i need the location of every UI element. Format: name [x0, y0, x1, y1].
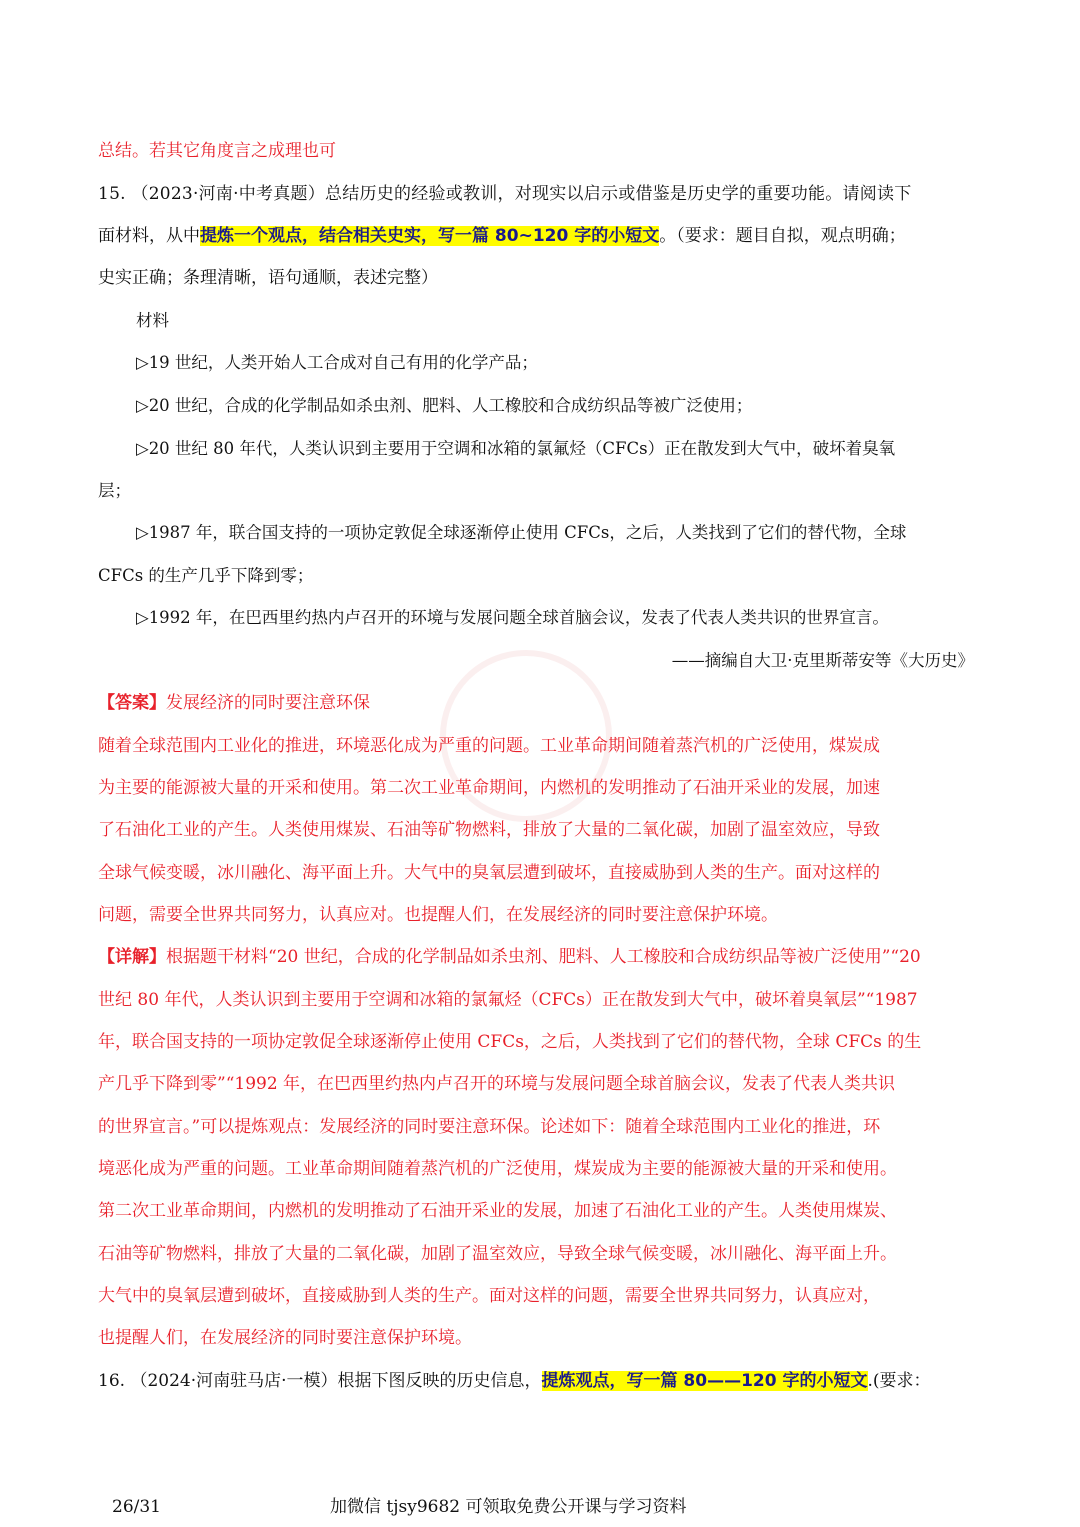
q15-line2: 面材料，从中提炼一个观点，结合相关史实，写一篇 80~120 字的小短文。（要求：题目自拟，观点明确； [98, 226, 906, 246]
answer-body-5: 问题，需要全世界共同努力，认真应对。也提醒人们，在发展经济的同时要注意保护环境。 [98, 905, 778, 925]
q15-line3: 史实正确；条理清晰，语句通顺，表述完整） [98, 268, 438, 288]
prev-answer-tail: 总结。若其它角度言之成理也可 [98, 141, 336, 161]
material-label: 材料 [136, 311, 169, 330]
explain-line-1: 【详解】根据题干材料“20 世纪，合成的化学制品如杀虫剂、肥料、人工橡胶和合成纺织品等被广泛使用”“20 [98, 947, 921, 967]
answer-body-1: 随着全球范围内工业化的推进，环境恶化成为严重的问题。工业革命期间随着蒸汽机的广泛使用，煤炭成 [98, 736, 880, 756]
explain-line-5: 的世界宣言。”可以提炼观点：发展经济的同时要注意环保。论述如下：随着全球范围内工业化的推进，环 [98, 1117, 881, 1137]
explain-line-10: 也提醒人们，在发展经济的同时要注意保护环境。 [98, 1328, 472, 1348]
material-item-3b: 层； [98, 481, 131, 500]
material-item-1: ▷19 世纪，人类开始人工合成对自己有用的化学产品； [136, 353, 538, 372]
material-item-5: ▷1992 年，在巴西里约热内卢召开的环境与发展问题全球首脑会议，发表了代表人类共识的世界宣言。 [136, 608, 889, 627]
answer-line [98, 690, 370, 716]
explain-line-8: 石油等矿物燃料，排放了大量的二氧化碳，加剧了温室效应，导致全球气候变暖，冰川融化、海平面上升。 [98, 1244, 897, 1264]
explain-line-6: 境恶化成为严重的问题。工业革命期间随着蒸汽机的广泛使用，煤炭成为主要的能源被大量的开采和使用。 [98, 1159, 897, 1179]
explain-line-3: 年，联合国支持的一项协定敦促全球逐渐停止使用 CFCs，之后，人类找到了它们的替代物，全球 CFCs 的生 [98, 1032, 922, 1052]
material-item-4b: CFCs 的生产几乎下降到零； [98, 566, 314, 585]
answer-body-3: 了石油化工业的产生。人类使用煤炭、石油等矿物燃料，排放了大量的二氧化碳，加剧了温室效应，导致 [98, 820, 880, 840]
footer-note: 加微信 tjsy9682 可领取免费公开课与学习资料 [330, 1497, 687, 1517]
explain-line-2: 世纪 80 年代，人类认识到主要用于空调和冰箱的氯氟烃（CFCs）正在散发到大气中，破坏着臭氧层”“1987 [98, 990, 918, 1010]
material-item-4a: ▷1987 年，联合国支持的一项协定敦促全球逐渐停止使用 CFCs，之后，人类找到了它们的替代物，全球 [136, 523, 907, 542]
answer-body-4: 全球气候变暖，冰川融化、海平面上升。大气中的臭氧层遭到破坏，直接威胁到人类的生产。面对这样的 [98, 863, 880, 883]
q15-highlight: 提炼一个观点，结合相关史实，写一篇 80~120 字的小短文 [200, 226, 660, 246]
answer-title: 发展经济的同时要注意环保 [166, 693, 370, 713]
explain-line-4: 产几乎下降到零”“1992 年，在巴西里约热内卢召开的环境与发展问题全球首脑会议，发表了代表人类共识 [98, 1074, 896, 1094]
explain-label: 【详解】 [98, 947, 166, 967]
material-item-2: ▷20 世纪，合成的化学制品如杀虫剂、肥料、人工橡胶和合成纺织品等被广泛使用； [136, 396, 753, 415]
answer-body-2: 为主要的能源被大量的开采和使用。第二次工业革命期间，内燃机的发明推动了石油开采业的发展，加速 [98, 778, 880, 798]
q16-line1: 16. （2024·河南驻马店·一模）根据下图反映的历史信息，提炼观点，写一篇 80——120 字的小短文.(要求： [98, 1371, 931, 1391]
explain-line-7: 第二次工业革命期间，内燃机的发明推动了石油开采业的发展，加速了石油化工业的产生。人类使用煤炭、 [98, 1201, 897, 1221]
explain-line-9: 大气中的臭氧层遭到破坏，直接威胁到人类的生产。面对这样的问题，需要全世界共同努力，认真应对， [98, 1286, 880, 1306]
q15-line1: 15. （2023·河南·中考真题）总结历史的经验或教训，对现实以启示或借鉴是历史学的重要功能。请阅读下 [98, 184, 912, 204]
answer-label: 【答案】 [98, 693, 166, 713]
page-number: 26/31 [112, 1497, 161, 1517]
q16-highlight: 提炼观点，写一篇 80——120 字的小短文 [541, 1371, 868, 1391]
material-item-3a: ▷20 世纪 80 年代，人类认识到主要用于空调和冰箱的氯氟烃（CFCs）正在散发到大气中，破坏着臭氧 [136, 439, 896, 458]
material-source: ——摘编自大卫·克里斯蒂安等《大历史》 [671, 651, 974, 670]
